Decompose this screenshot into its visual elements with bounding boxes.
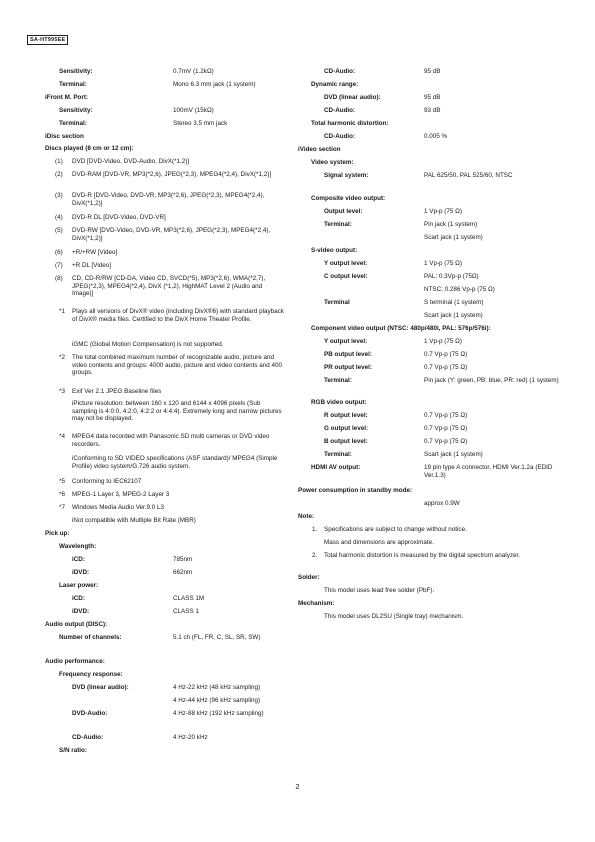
spec-value: 4 Hz-20 kHz (173, 734, 208, 741)
spec-label: DVD (linear audio): (72, 684, 129, 691)
spec-label: Terminal (324, 299, 350, 306)
spec-value: 100mV (15kΩ) (173, 107, 214, 114)
list-item-text: DVD-RW [DVD-Video, DVD-VR, MP3(*2,6), JPEG(*2,3), MPEG4(*2,4), DivX(*1,2)] (72, 227, 271, 242)
spec-value: 1 Vp-p (75 Ω) (424, 208, 462, 215)
spec-label: iCD: (72, 595, 85, 602)
list-marker: (5) (55, 227, 63, 234)
spec-label: B output level: (324, 438, 368, 445)
spec-label: Mechanism: (298, 600, 335, 607)
spec-value: CLASS 1M (173, 595, 205, 602)
spec-value: Mono 6.3 mm jack (1 system) (173, 81, 256, 88)
spec-label: Wavelength: (59, 543, 97, 550)
spec-label: Note: (298, 513, 315, 520)
spec-value: 19 pin type A connector, HDMI Ver.1.2a (EDID Ver.1.3) (424, 464, 553, 479)
spec-value: PAL 625/50, PAL 525/60, NTSC (424, 172, 513, 179)
list-marker: 1. (312, 526, 318, 533)
list-marker: (7) (55, 262, 63, 269)
spec-value: 1 Vp-p (75 Ω) (424, 260, 462, 267)
list-item-text: DVD-R [DVD-Video, DVD-VR, MP3(*2,6), JPEG(*2,3), MPEG4(*2,4), DivX(*1,2)] (72, 192, 265, 207)
spec-label: Audio performance: (45, 658, 105, 665)
spec-label: Terminal: (59, 81, 87, 88)
list-marker: (3) (55, 192, 63, 199)
page-number: 2 (295, 782, 300, 791)
spec-value: Pin jack (Y: green, PB: blue, PR: red) (1 system) (424, 377, 559, 384)
list-item-text: +R/+RW [Video] (72, 249, 118, 256)
spec-value: NTSC; 0.286 Vp-p (75 Ω) (424, 286, 495, 293)
list-item-text: This model uses DL2SU (Single tray) mechanism. (324, 613, 464, 620)
list-item-text: Conforming to IEC62107 (72, 478, 142, 485)
list-marker: (6) (55, 249, 63, 256)
list-item-text: Total harmonic distortion is measured by the digital spectrum analyzer. (324, 552, 520, 559)
list-item-text: DVD-R DL [DVD-Video, DVD-VR] (72, 214, 166, 221)
spec-value: Stereo 3.5 mm jack (173, 120, 228, 127)
spec-label: S/N ratio: (59, 747, 87, 754)
spec-label: Sensitivity: (59, 107, 93, 114)
spec-label: Video system: (311, 159, 354, 166)
spec-label: Terminal: (324, 451, 352, 458)
list-item-text: Exif Ver 2.1 JPEG Baseline files (72, 388, 162, 395)
model-number-tag: SA-HT995EE (27, 35, 68, 45)
spec-label: RGB video output: (311, 399, 367, 406)
list-marker: *3 (59, 388, 65, 395)
spec-label: iFront M. Port: (45, 94, 89, 101)
spec-label: CD-Audio: (72, 734, 104, 741)
spec-value: 0.7 Vp-p (75 Ω) (424, 425, 468, 432)
spec-value: approx 0.9W (424, 500, 460, 507)
list-marker: *4 (59, 433, 65, 440)
spec-label: S-video output: (311, 247, 358, 254)
spec-value: 1 Vp-p (75 Ω) (424, 338, 462, 345)
spec-value: Scart jack (1 system) (424, 312, 483, 319)
spec-label: Number of channels: (59, 634, 122, 641)
spec-value: Pin jack (1 system) (424, 221, 478, 228)
list-item-text: DVD [DVD-Video, DVD-Audio, DivX(*1,2)] (72, 158, 190, 165)
spec-value: 0.7mV (1.2kΩ) (173, 68, 214, 75)
list-item-text: DVD-RAM [DVD-VR, MP3(*2,6), JPEG(*2,3), MPEG4(*2,4), DivX(*1,2)] (72, 171, 272, 178)
spec-label: Terminal: (59, 120, 87, 127)
list-marker: *1 (59, 308, 65, 315)
spec-value: Scart jack (1 system) (424, 234, 483, 241)
spec-label: Signal system: (324, 172, 369, 179)
spec-value: 93 dB (424, 107, 441, 114)
list-item-text: CD, CD-R/RW [CD-DA, Video CD, SVCD(*5), MP3(*2,6), WMA(*2,7), JPEG(*2,3), MPEG4(*2,4), DivX (*1,2), HighMAT Level 2 (Audio and Image)] (72, 275, 266, 297)
list-marker: *6 (59, 491, 65, 498)
list-item-text: MPEG-1 Layer 3, MPEG-2 Layer 3 (72, 491, 170, 498)
spec-value: 662nm (173, 569, 193, 576)
spec-label: PR output level: (324, 364, 372, 371)
list-marker: (4) (55, 214, 63, 221)
spec-label: DVD-Audio: (72, 710, 108, 717)
list-marker: *5 (59, 478, 65, 485)
spec-label: R output level: (324, 412, 368, 419)
spec-label: Dynamic range: (311, 81, 359, 88)
spec-value: Scart jack (1 system) (424, 451, 483, 458)
list-marker: *7 (59, 504, 65, 511)
spec-value: PAL; 0.3Vp-p (75Ω) (424, 273, 479, 280)
spec-label: iCD: (72, 556, 85, 563)
spec-label: Audio output (DISC): (45, 621, 108, 628)
list-item-text: MPEG4 data recorded with Panasonic SD multi cameras or DVD video recorders. (72, 433, 270, 448)
spec-value: 785nm (173, 556, 193, 563)
spec-value: 95 dB (424, 68, 441, 75)
list-item-text: Plays all versions of DivX® video (including DivX®6) with standard playback of DivX® media files. Certified to the DivX Home Theater Profile. (72, 308, 284, 323)
spec-value: 0.7 Vp-p (75 Ω) (424, 351, 468, 358)
spec-label: Component video output (NTSC: 480p/480i, PAL: 576p/576i): (311, 325, 491, 332)
list-item-text: Mass and dimensions are approximate. (324, 539, 434, 546)
spec-label: CD-Audio: (324, 133, 356, 140)
spec-label: CD-Audio: (324, 68, 356, 75)
spec-label: Pick up: (45, 530, 70, 537)
spec-label: Discs played (8 cm or 12 cm): (45, 145, 134, 152)
spec-label: DVD (linear audio): (324, 94, 381, 101)
spec-value: 0.7 Vp-p (75 Ω) (424, 438, 468, 445)
spec-label: Sensitivity: (59, 68, 93, 75)
list-item-text: iPicture resolution: between 160 x 120 and 6144 x 4096 pixels (Sub sampling is 4:0:0, 4:2:0, 4:2:2 or 4:4:4). Extremely long and narrow pictures may not be displayed. (72, 400, 282, 422)
spec-value: 4 Hz-88 kHz (192 kHz sampling) (173, 710, 264, 717)
list-marker: (1) (55, 158, 63, 165)
spec-value: CLASS 1 (173, 608, 199, 615)
spec-label: Terminal: (324, 221, 352, 228)
spec-value: 5.1 ch (FL, FR, C, SL, SR, SW) (173, 634, 261, 641)
spec-value: 0.005 % (424, 133, 448, 140)
spec-label: iDVD: (72, 608, 90, 615)
spec-label: iDVD: (72, 569, 90, 576)
spec-label: C output level: (324, 273, 368, 280)
spec-value: 95 dB (424, 94, 441, 101)
list-marker: 2. (312, 552, 318, 559)
spec-label: Terminal: (324, 377, 352, 384)
list-marker: (2) (55, 171, 63, 178)
spec-label: Solder: (298, 574, 320, 581)
list-marker: *2 (59, 354, 65, 361)
list-item-text: This model uses lead free solder (PbF). (324, 587, 435, 594)
spec-label: HDMI AV output: (311, 464, 361, 471)
spec-label: Power consumption in standby mode: (298, 487, 413, 494)
spec-value: 4 Hz-22 kHz (48 kHz sampling) (173, 684, 261, 691)
list-item-text: +R DL [Video] (72, 262, 112, 269)
spec-label: iVideo section (298, 146, 341, 153)
spec-label: PB output level: (324, 351, 372, 358)
list-item-text: Windows Media Audio Ver.9.0 L3 (72, 504, 165, 511)
spec-label: Laser power: (59, 582, 99, 589)
spec-value: 0.7 Vp-p (75 Ω) (424, 364, 468, 371)
list-item-text: iGMC (Global Motion Compensation) is not supported. (72, 341, 224, 348)
spec-label: G output level: (324, 425, 369, 432)
spec-label: Y output level: (324, 338, 368, 345)
spec-value: 0.7 Vp-p (75 Ω) (424, 412, 468, 419)
list-item-text: Specifications are subject to change without notice. (324, 526, 467, 533)
list-item-text: iNot compatible with Multiple Bit Rate (MBR) (72, 517, 196, 524)
spec-label: iDisc section (45, 133, 84, 140)
spec-value: 4 Hz-44 kHz (96 kHz sampling) (173, 697, 261, 704)
spec-value: S terminal (1 system) (424, 299, 484, 306)
spec-label: Frequency response: (59, 671, 123, 678)
list-marker: (8) (55, 275, 63, 282)
spec-label: Total harmonic distortion: (311, 120, 389, 127)
list-item-text: The total combined maximum number of recognizable audio, picture and video contents and groups: 4000 audio, picture and video contents and 400 groups. (72, 354, 283, 376)
spec-label: Composite video output: (311, 195, 386, 202)
list-item-text: iConforming to SD VIDEO specifications (ASF standard)/ MPEG4 (Simple Profile) video system/G.726 audio system. (72, 455, 278, 470)
spec-label: Y output level: (324, 260, 368, 267)
spec-label: CD-Audio: (324, 107, 356, 114)
spec-label: Output level: (324, 208, 363, 215)
